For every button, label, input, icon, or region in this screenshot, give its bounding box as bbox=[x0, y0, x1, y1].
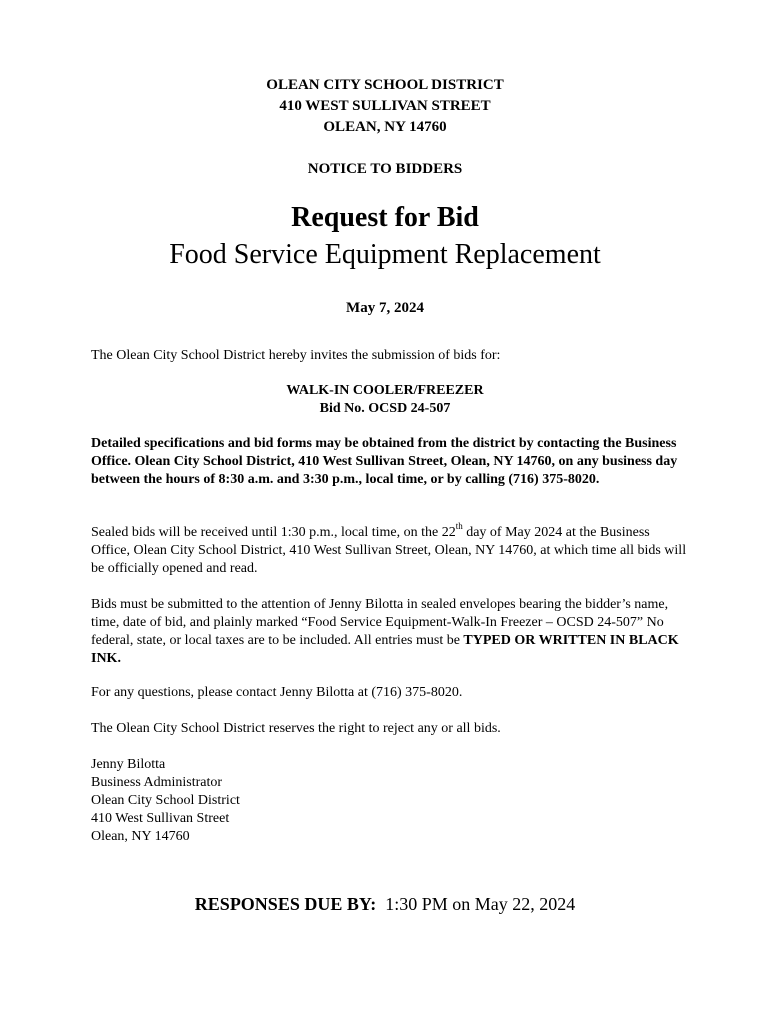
reserve-text: The Olean City School District reserves the right to reject any or all bids. bbox=[91, 721, 501, 736]
bid-number: Bid No. OCSD 24-507 bbox=[319, 401, 451, 416]
document-subtitle: Food Service Equipment Replacement bbox=[169, 239, 601, 270]
signature-block bbox=[91, 756, 691, 846]
sealed-bids-text-1: Sealed bids will be received until 1:30 p.m., local time, on the 22 bbox=[91, 525, 456, 540]
submission-paragraph bbox=[91, 596, 691, 668]
specifications-paragraph: Detailed specifications and bid forms may be obtained from the district by contacting the Business Office. Olean City School District, 410 West Sullivan Street, Olean, NY 14760, on any business day between the hours of 8:30 a.m. and 3:30 p.m., local time, or by calling (716) 375-8020. bbox=[91, 436, 678, 487]
responses-due-value: 1:30 PM on May 22, 2024 bbox=[385, 894, 576, 914]
document-title: Request for Bid bbox=[291, 202, 479, 233]
letterhead bbox=[0, 75, 770, 138]
notice-heading: NOTICE TO BIDDERS bbox=[307, 161, 463, 177]
signer-street: 410 West Sullivan Street bbox=[91, 811, 230, 826]
notice-date: May 7, 2024 bbox=[346, 300, 424, 316]
responses-due-label: RESPONSES DUE BY: bbox=[194, 894, 377, 914]
district-street: 410 WEST SULLIVAN STREET bbox=[279, 98, 491, 114]
submission-text: Bids must be submitted to the attention of Jenny Bilotta in sealed envelopes bearing the bidder’s name, time, date of bid, and plainly marked “Food Service Equipment-Walk-In Freezer – OCSD 24-507” No federal, state, or local taxes are to be included. All entries must be bbox=[91, 597, 669, 648]
signer-organization: Olean City School District bbox=[91, 793, 240, 808]
signer-name: Jenny Bilotta bbox=[91, 757, 166, 772]
signer-city: Olean, NY 14760 bbox=[91, 829, 190, 844]
sealed-bids-paragraph bbox=[91, 521, 691, 578]
ink-requirement: TYPED OR WRITTEN IN BLACK INK. bbox=[91, 633, 679, 666]
bid-item bbox=[0, 382, 770, 418]
signer-title: Business Administrator bbox=[91, 775, 223, 790]
sealed-bids-text-2: day of May 2024 at the Business Office, Olean City School District, 410 West Sullivan Street, Olean, NY 14760, at which time all bids will be officially opened and read. bbox=[91, 525, 687, 576]
responses-due bbox=[0, 892, 770, 916]
ordinal-suffix: th bbox=[455, 521, 463, 532]
intro-text: The Olean City School District hereby invites the submission of bids for: bbox=[91, 348, 501, 363]
district-name: OLEAN CITY SCHOOL DISTRICT bbox=[266, 77, 504, 93]
questions-text: For any questions, please contact Jenny Bilotta at (716) 375-8020. bbox=[91, 685, 463, 700]
bid-item-name: WALK-IN COOLER/FREEZER bbox=[286, 383, 484, 398]
district-city: OLEAN, NY 14760 bbox=[323, 119, 447, 135]
